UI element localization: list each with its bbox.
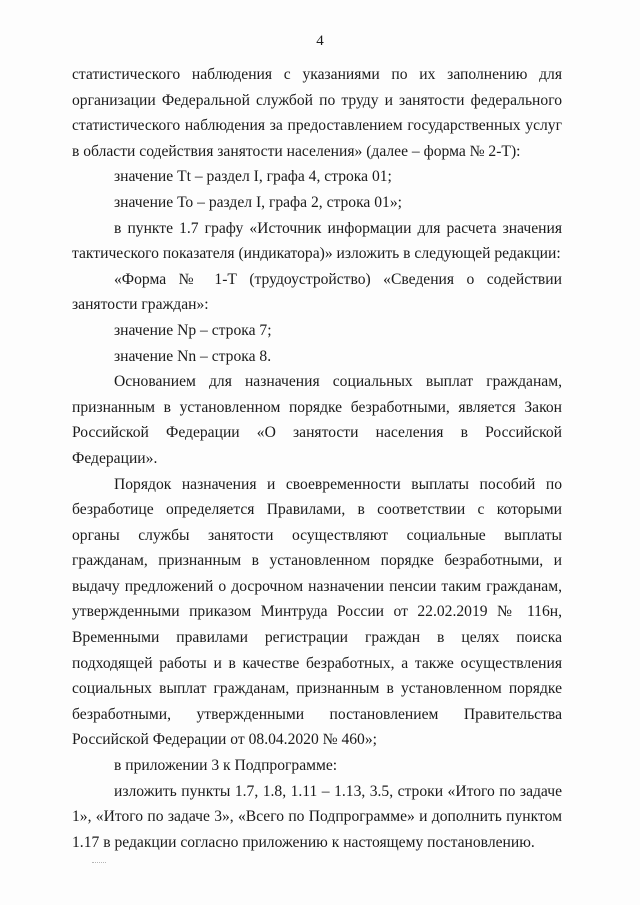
paragraph-amend-items: изложить пункты 1.7, 1.8, 1.11 – 1.13, 3.5, строки «Итого по задаче 1», «Итого по задаче 3», «Всего по Подпрограмме» и дополнить пунктом 1.17 в редакции согласно приложению к настоящему постановлению. xyxy=(72,782,562,851)
document-body xyxy=(72,62,562,855)
paragraph-form-1t: «Форма № 1-Т (трудоустройство) «Сведения о содействии занятости граждан»: xyxy=(72,270,562,314)
page-number: 4 xyxy=(316,33,324,49)
paragraph-value-nn: значение Nn – строка 8. xyxy=(114,347,272,365)
paragraph-value-tt: значение Tt – раздел I, графа 4, строка 01; xyxy=(114,168,392,186)
paragraph-value-to: значение То – раздел I, графа 2, строка 01»; xyxy=(114,193,402,211)
paragraph-value-np: значение Np – строка 7; xyxy=(114,321,272,339)
paragraph-form-2t-continuation: статистического наблюдения с указаниями по их заполнению для организации Федеральной службой по труду и занятости федерального статистического наблюдения за предоставлением государственных услуг в области содействия занятости населения» (далее – форма № 2-Т): xyxy=(72,66,562,160)
paragraph-clause-1-7: в пункте 1.7 графу «Источник информации для расчета значения тактического показателя (индикатора)» изложить в следующей редакции: xyxy=(72,219,562,263)
paragraph-appendix-3: в приложении 3 к Подпрограмме: xyxy=(114,757,338,775)
paragraph-benefit-procedure: Порядок назначения и своевременности выплаты пособий по безработице определяется Правилами, в соответствии с которыми органы службы занятости осуществляют социальные выплаты гражданам, признанным в установленном порядке безработными, и выдачу предложений о досрочном назначении пенсии таким гражданам, утвержденными приказом Минтруда России от 22.02.2019 № 116н, Временными правилами регистрации граждан в целях поиска подходящей работы и в качестве безработных, а также осуществления социальных выплат гражданам, признанным в установленном порядке безработными, утвержденными постановлением Правительства Российской Федерации от 08.04.2020 № 460»; xyxy=(72,475,562,749)
scan-mark xyxy=(92,862,106,864)
paragraph-legal-basis: Основанием для назначения социальных выплат гражданам, признанным в установленном порядке безработными, является Закон Российской Федерации «О занятости населения в Российской Федерации». xyxy=(72,373,562,467)
